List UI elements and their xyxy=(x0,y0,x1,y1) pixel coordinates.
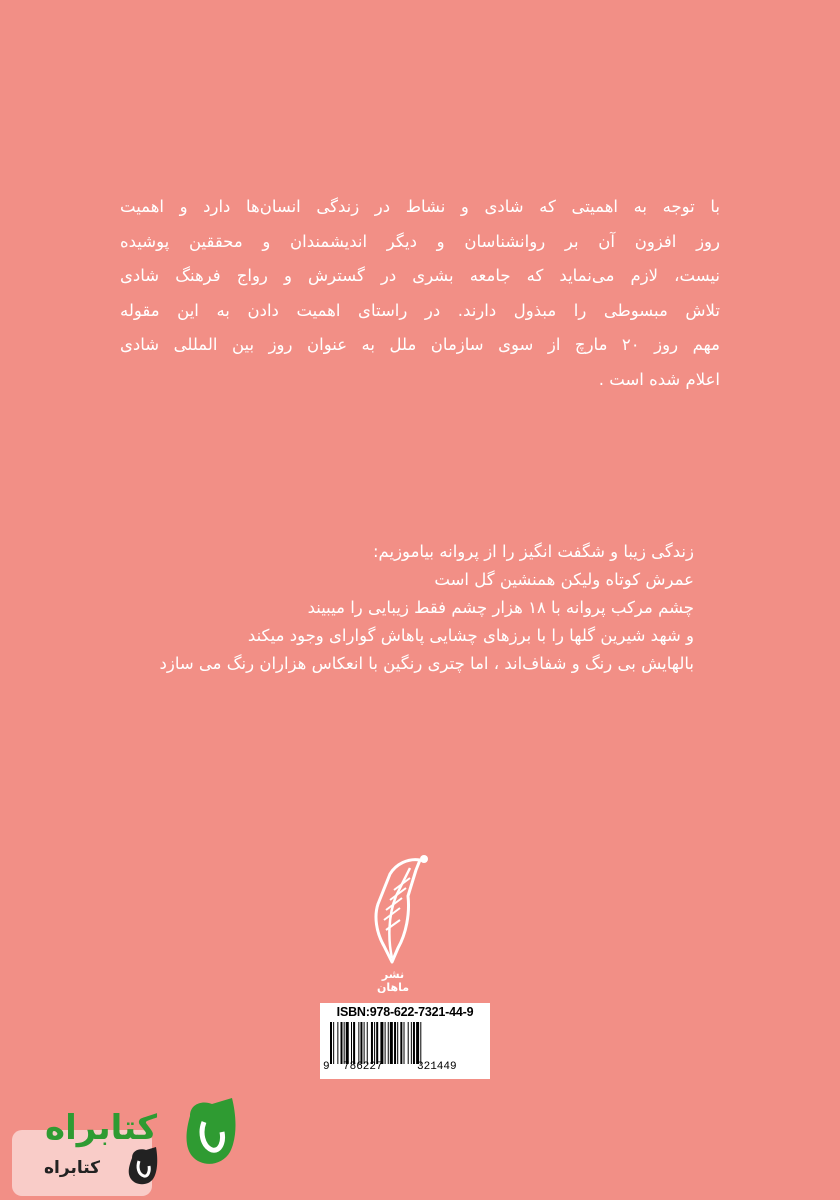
publisher-name xyxy=(348,968,438,994)
isbn-barcode-box xyxy=(320,1003,490,1079)
ketabrah-watermark xyxy=(40,1090,240,1195)
barcode-digit-group-right: 321449 xyxy=(417,1061,457,1073)
paragraph-line: بالهایش بی رنگ و شفاف‌اند ، اما چتری رنگین با انعکاس هزاران رنگ می سازد xyxy=(159,654,694,673)
description-paragraph xyxy=(120,190,720,397)
paragraph-line: عمرش کوتاه ولیکن همنشین گل است xyxy=(434,570,694,589)
paragraph-line: اعلام شده است . xyxy=(598,369,720,389)
barcode-digit-lead: 9 xyxy=(323,1061,330,1073)
ketabrah-small-logo-icon xyxy=(126,1146,160,1186)
paragraph-line: تلاش مبسوطی را مبذول دارند. در راستای اهمیت دادن به این مقوله xyxy=(120,300,720,320)
isbn-label: ISBN:978-622-7321-44-9 xyxy=(336,1005,474,1019)
watermark-brand-small: کتابراه xyxy=(44,1158,101,1178)
barcode-icon xyxy=(330,1022,482,1064)
publisher-label: نشر xyxy=(381,968,405,981)
feather-quill-icon xyxy=(348,850,438,978)
paragraph-line: چشم مرکب پروانه با ۱۸ هزار چشم فقط زیبایی را میبیند xyxy=(307,598,694,617)
paragraph-line: با توجه به اهمیتی که شادی و نشاط در زندگی انسان‌ها دارد و اهمیت xyxy=(120,197,720,216)
paragraph-line: نیست، لازم می‌نماید که جامعه بشری در گسترش و رواج فرهنگ شادی xyxy=(120,266,720,285)
paragraph-line: زندگی زیبا و شگفت انگیز را از پروانه بیاموزیم: xyxy=(372,542,694,561)
butterfly-paragraph xyxy=(120,538,694,678)
paragraph-line: و شهد شیرین گلها را با برزهای چشایی پاهاش گوارای وجود میکند xyxy=(247,626,694,645)
barcode-digit-group-left: 786227 xyxy=(343,1061,383,1073)
paragraph-line: روز افزون آن بر روانشناسان و دیگر اندیشمندان و محققین پوشیده xyxy=(120,231,720,251)
watermark-brand-large: کتابراه xyxy=(45,1108,158,1148)
paragraph-line: مهم روز ۲۰ مارچ از سوی سازمان ملل به عنوان روز بین المللی شادی xyxy=(120,335,720,354)
publisher-brand: ماهان xyxy=(376,981,410,994)
ketabrah-logo-icon xyxy=(180,1096,242,1168)
